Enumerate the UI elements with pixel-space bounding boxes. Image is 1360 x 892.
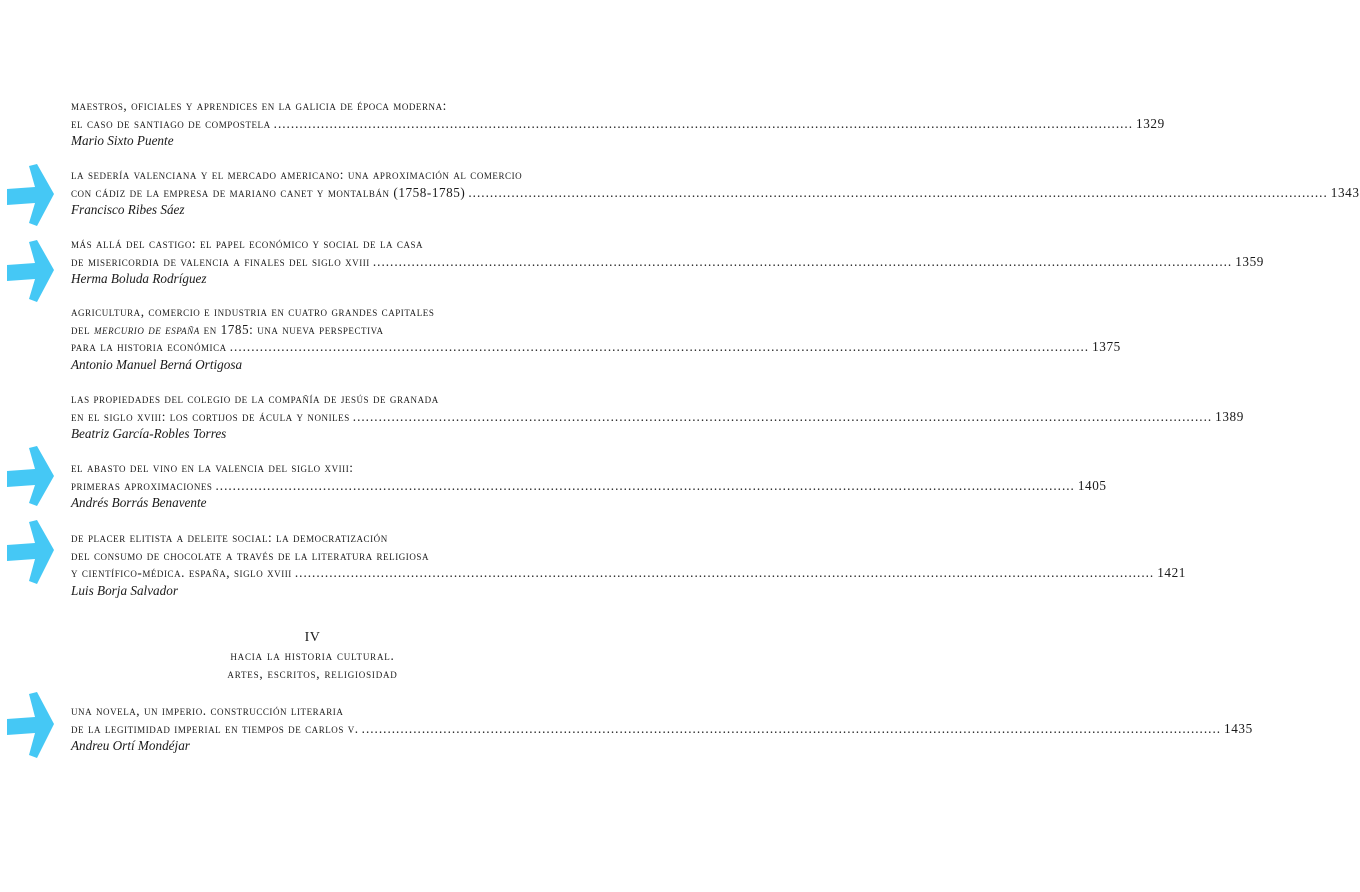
dot-leader: ........................................................................................................................................................................................................ bbox=[294, 565, 1155, 580]
section-title-line: hacia la historia cultural. bbox=[230, 648, 395, 663]
page-number: 1389 bbox=[1215, 408, 1244, 424]
entry-title-line: las propiedades del colegio de la compañía de jesús de granada bbox=[71, 391, 439, 406]
entry-title-fragment: del bbox=[71, 321, 94, 337]
dot-leader: ........................................................................................................................................................................................................ bbox=[372, 253, 1233, 269]
entry-title-last-line bbox=[71, 184, 1360, 202]
toc-entry-2[interactable] bbox=[71, 166, 1360, 219]
toc-entry-1[interactable] bbox=[71, 97, 1165, 150]
section-title-line: artes, escritos, religiosidad bbox=[227, 666, 398, 681]
entry-title-last-line bbox=[71, 720, 1253, 738]
toc-entry-4[interactable] bbox=[71, 303, 1121, 373]
page-number: 1329 bbox=[1136, 115, 1165, 131]
dot-leader: ........................................................................................................................................................................................................ bbox=[352, 408, 1213, 424]
entry-title-line: la sedería valenciana y el mercado americano: una aproximación al comercio bbox=[71, 167, 523, 182]
toc-entry-8[interactable] bbox=[71, 702, 1253, 755]
toc-entry-5[interactable] bbox=[71, 390, 1244, 443]
right-arrow-icon bbox=[4, 690, 56, 760]
entry-title-line: una novela, un imperio. construcción literaria bbox=[71, 703, 344, 718]
right-arrow-icon bbox=[4, 518, 56, 588]
entry-author: Andrés Borrás Benavente bbox=[71, 495, 207, 510]
entry-title-text: primeras aproximaciones bbox=[71, 477, 213, 493]
entry-author: Francisco Ribes Sáez bbox=[71, 202, 185, 217]
right-arrow-icon bbox=[4, 160, 56, 230]
toc-entry-7[interactable] bbox=[71, 529, 1186, 599]
entry-title-text: de misericordia de valencia a finales del siglo xviii bbox=[71, 253, 370, 269]
entry-title-text: con cádiz de la empresa de mariano canet y montalbán (1758-1785) bbox=[71, 184, 466, 200]
entry-title-last-line bbox=[71, 564, 1186, 582]
entry-title-line: del consumo de chocolate a través de la literatura religiosa bbox=[71, 547, 429, 563]
section-number: IV bbox=[304, 630, 321, 645]
entry-author: Beatriz García-Robles Torres bbox=[71, 426, 227, 441]
entry-title-text: para la historia económica bbox=[71, 339, 227, 354]
entry-title-last-line bbox=[71, 338, 1121, 356]
dot-leader: ........................................................................................................................................................................................................ bbox=[229, 339, 1090, 354]
dot-leader: ........................................................................................................................................................................................................ bbox=[361, 720, 1222, 736]
entry-title-line: agricultura, comercio e industria en cuatro grandes capitales bbox=[71, 304, 435, 319]
entry-title-line: el abasto del vino en la valencia del siglo xviii: bbox=[71, 460, 354, 475]
dot-leader: ........................................................................................................................................................................................................ bbox=[468, 184, 1328, 200]
entry-title-last-line bbox=[71, 115, 1165, 133]
right-arrow-icon bbox=[4, 440, 56, 510]
entry-author: Herma Boluda Rodríguez bbox=[71, 271, 207, 286]
page-number: 1405 bbox=[1077, 477, 1107, 493]
entry-title-text: en el siglo xviii: los cortijos de ácula y noniles bbox=[71, 408, 350, 424]
page-number: 1421 bbox=[1157, 565, 1186, 580]
entry-title-line: maestros, oficiales y aprendices en la galicia de época moderna: bbox=[71, 98, 447, 113]
entry-title-line: más allá del castigo: el papel económico y social de la casa bbox=[71, 236, 424, 251]
entry-title-last-line bbox=[71, 477, 1107, 495]
entry-title-text: y científico-médica. españa, siglo xviii bbox=[71, 565, 292, 580]
entry-author: Andreu Ortí Mondéjar bbox=[71, 738, 190, 753]
entry-title-last-line bbox=[71, 408, 1244, 426]
page-number: 1375 bbox=[1092, 339, 1121, 354]
dot-leader: ........................................................................................................................................................................................................ bbox=[273, 115, 1134, 131]
entry-title-text: de la legitimidad imperial en tiempos de carlos v. bbox=[71, 720, 359, 736]
page-number: 1435 bbox=[1224, 720, 1253, 736]
entry-author: Mario Sixto Puente bbox=[71, 133, 174, 148]
entry-title-text: el caso de santiago de compostela bbox=[71, 115, 271, 131]
entry-title-line bbox=[71, 321, 554, 339]
section-heading bbox=[71, 629, 554, 683]
dot-leader: ........................................................................................................................................................................................................ bbox=[215, 477, 1075, 493]
entry-title-fragment: en 1785: una nueva perspectiva bbox=[199, 321, 384, 337]
page-number: 1359 bbox=[1235, 253, 1264, 269]
entry-author: Luis Borja Salvador bbox=[71, 582, 178, 598]
right-arrow-icon bbox=[4, 238, 56, 308]
entry-title-last-line bbox=[71, 253, 1264, 271]
entry-title-line: de placer elitista a deleite social: la democratización bbox=[71, 530, 388, 545]
toc-entry-6[interactable] bbox=[71, 459, 1107, 512]
entry-author: Antonio Manuel Berná Ortigosa bbox=[71, 356, 243, 372]
page-number: 1343 bbox=[1330, 184, 1360, 200]
journal-title-italic: mercurio de españa bbox=[94, 321, 200, 337]
toc-entry-3[interactable] bbox=[71, 235, 1264, 288]
